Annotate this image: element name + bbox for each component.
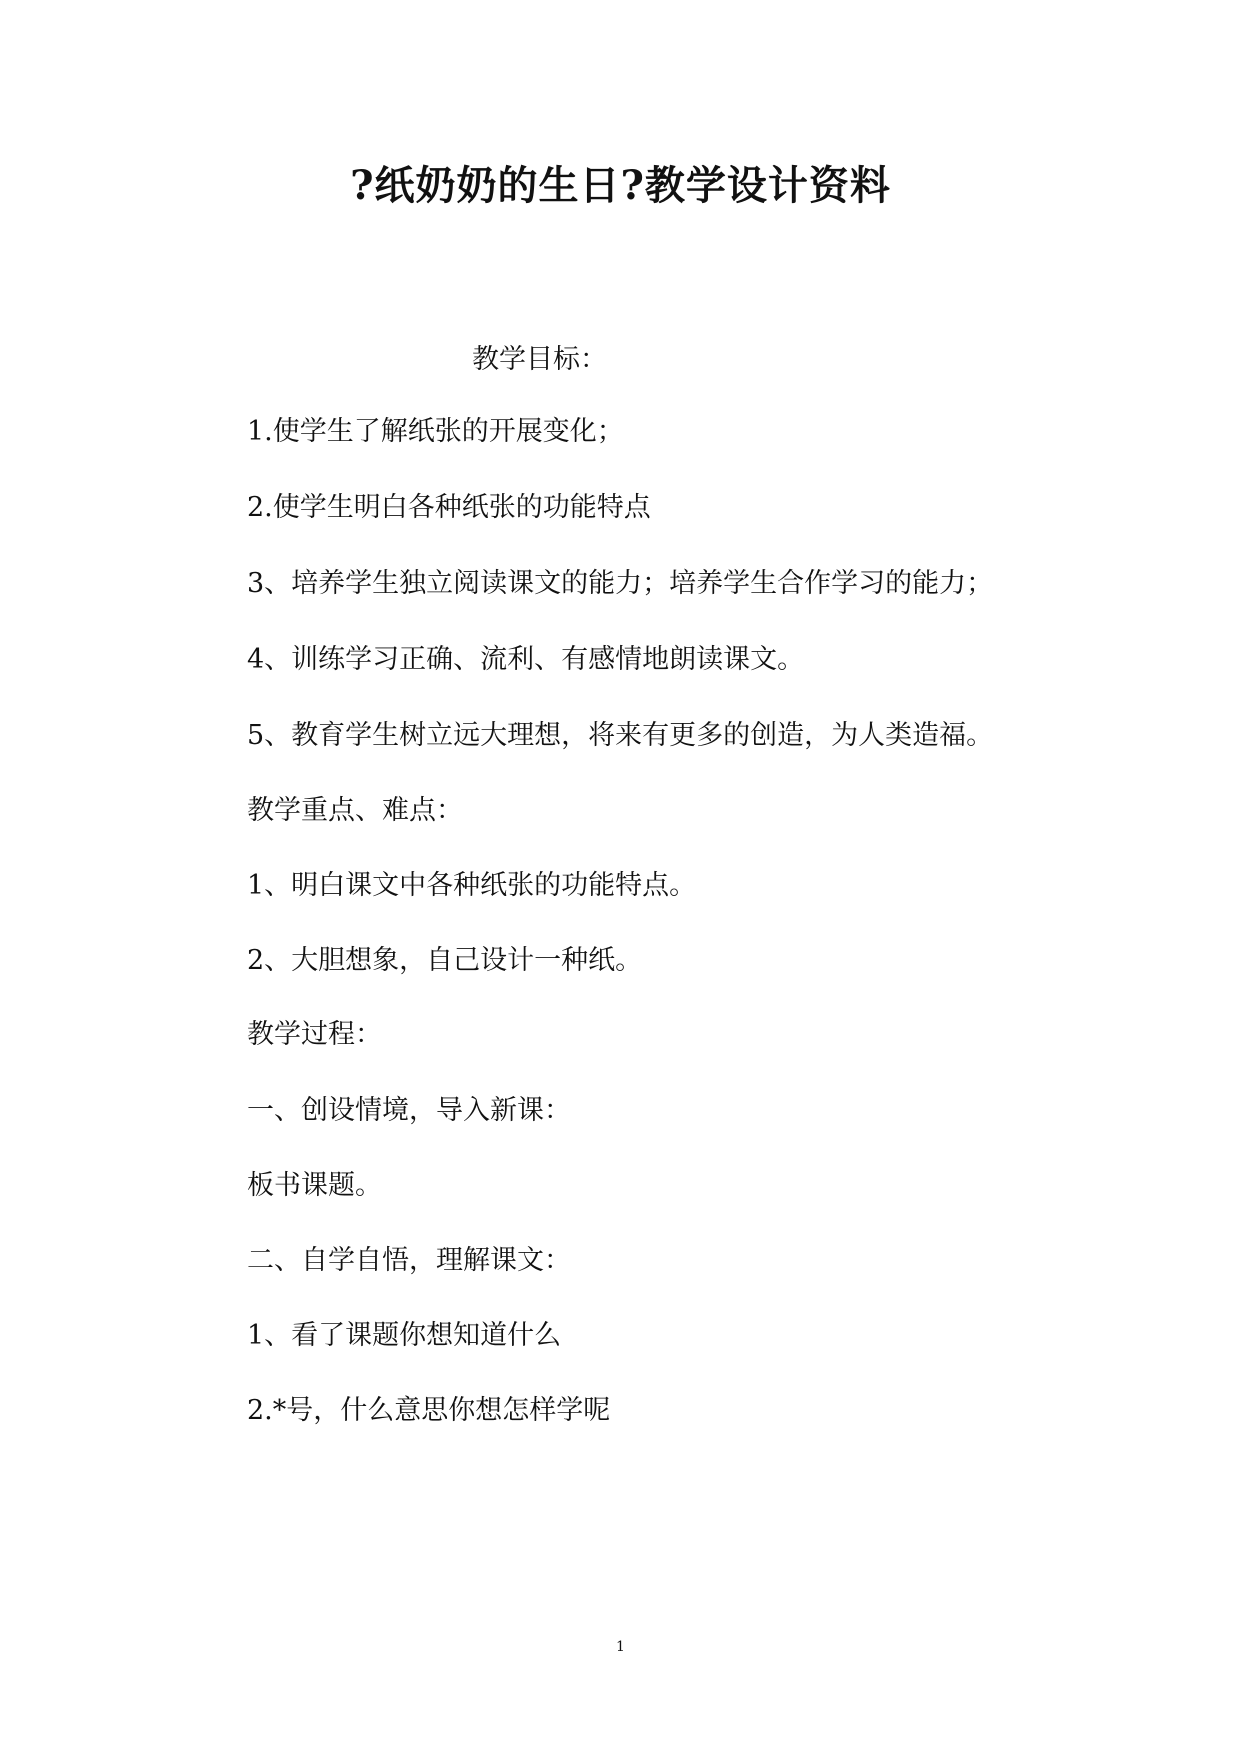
- key-point-item-2: 2、大胆想象，自己设计一种纸。: [247, 945, 643, 976]
- process-step-1: 一、创设情境，导入新课：: [247, 1095, 571, 1126]
- section-heading-teaching-process: 教学过程：: [247, 1019, 382, 1050]
- goal-item-4: 4、训练学习正确、流利、有感情地朗读课文。: [247, 644, 805, 675]
- goal-item-1: 1.使学生了解纸张的开展变化；: [247, 416, 624, 447]
- process-step-1-detail: 板书课题。: [247, 1170, 382, 1201]
- section-heading-key-points: 教学重点、难点：: [247, 795, 463, 826]
- process-step-2-item-1: 1、看了课题你想知道什么: [247, 1320, 562, 1351]
- process-step-2-item-2: 2.*号，什么意思你想怎样学呢: [247, 1395, 611, 1426]
- goal-item-5: 5、教育学生树立远大理想，将来有更多的创造，为人类造福。: [247, 720, 994, 751]
- process-step-2: 二、自学自悟，理解课文：: [247, 1245, 571, 1276]
- document-title: ?纸奶奶的生日?教学设计资料: [350, 162, 891, 209]
- page-number: 1: [616, 1639, 625, 1655]
- section-heading-teaching-goals: 教学目标：: [472, 344, 607, 375]
- key-point-item-1: 1、明白课文中各种纸张的功能特点。: [247, 870, 697, 901]
- goal-item-3: 3、培养学生独立阅读课文的能力；培养学生合作学习的能力；: [247, 568, 994, 599]
- goal-item-2: 2.使学生明白各种纸张的功能特点: [247, 492, 651, 523]
